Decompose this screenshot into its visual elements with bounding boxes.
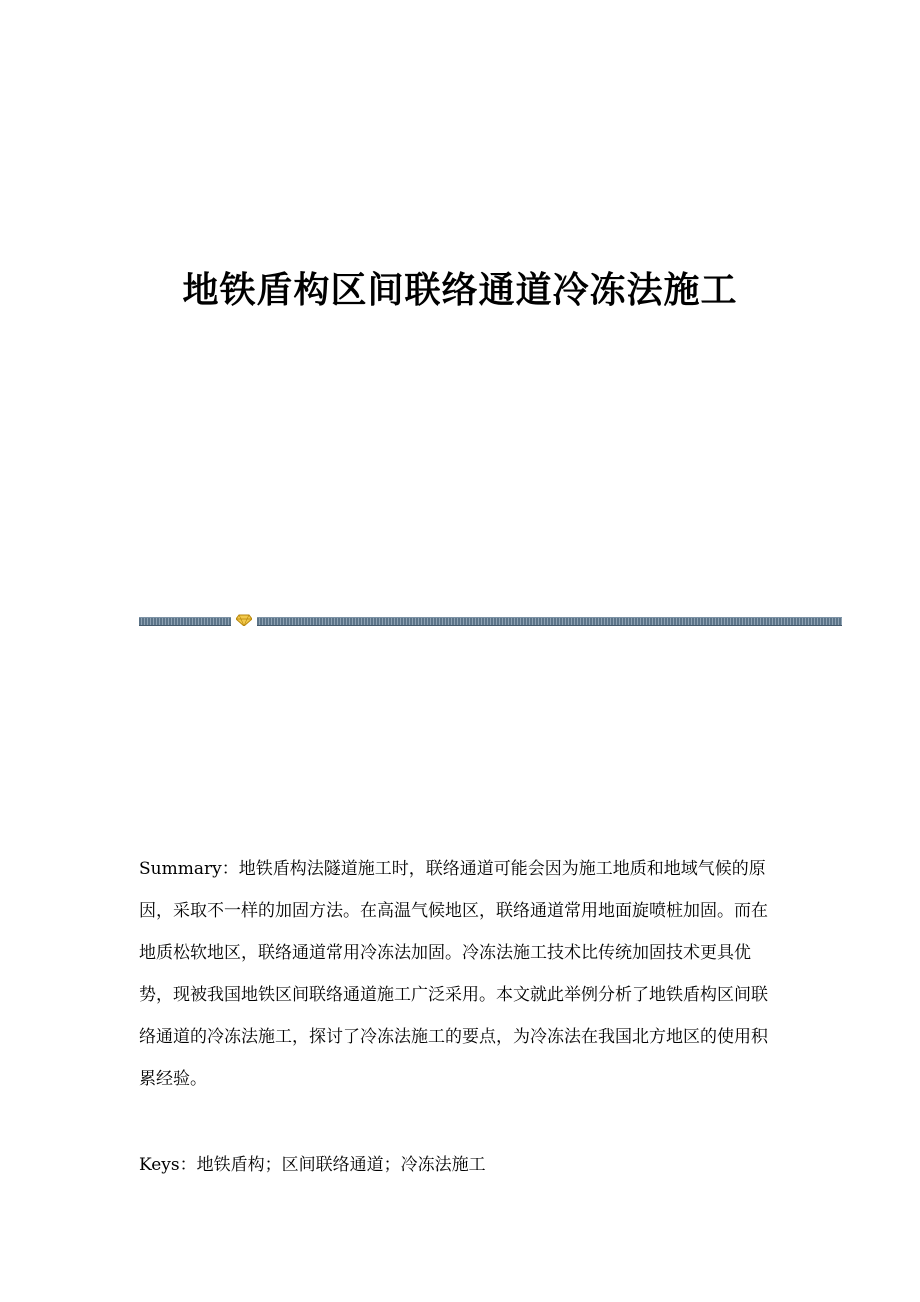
diamond-gem-icon [236,614,252,626]
divider-bar-left [139,617,231,626]
summary-paragraph [139,848,784,1100]
divider-bar-right [257,617,842,626]
document-title: 地铁盾构区间联络通道冷冻法施工 [182,269,738,311]
summary-label: Summary： [139,859,239,879]
keys-text: 地铁盾构；区间联络通道；冷冻法施工 [196,1155,486,1175]
decorative-divider [139,614,842,626]
summary-text: 地铁盾构法隧道施工时，联络通道可能会因为施工地质和地域气候的原因，采取不一样的加固方法。在高温气候地区，联络通道常用地面旋喷桩加固。而在地质松软地区，联络通道常用冷冻法加固。冷冻法施工技术比传统加固技术更具优势，现被我国地铁区间联络通道施工广泛采用。本文就此举例分析了地铁盾构区间联络通道的冷冻法施工，探讨了冷冻法施工的要点，为冷冻法在我国北方地区的使用积累经验。 [139,859,768,1089]
keywords-line [139,1144,784,1186]
keys-label: Keys： [139,1155,197,1175]
